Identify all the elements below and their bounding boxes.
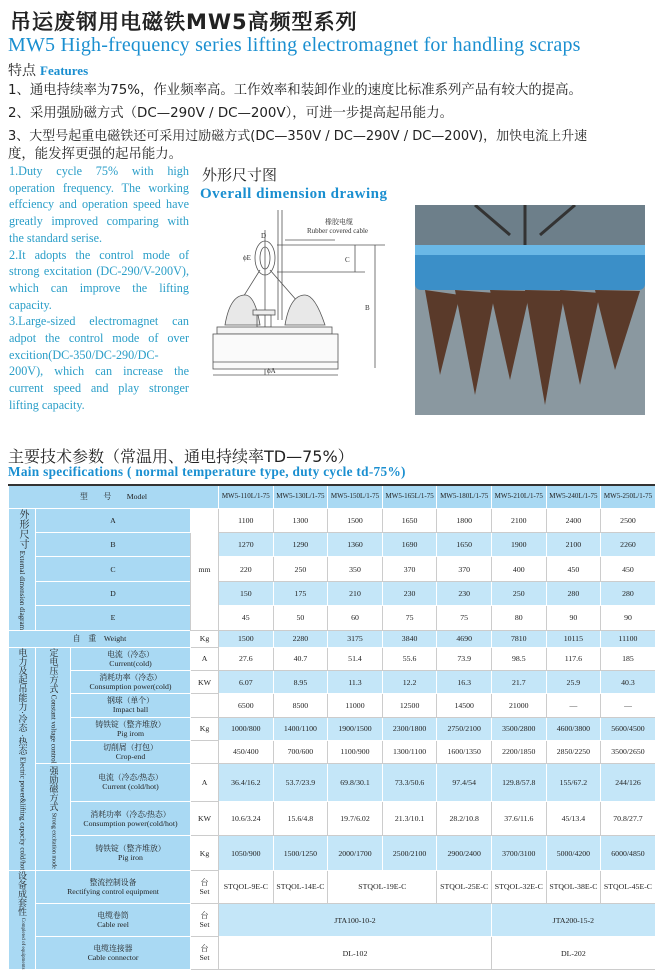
rectifier-label-en: Rectifying control equipment	[36, 887, 190, 896]
row-label	[71, 836, 191, 871]
unit-cell: KW	[191, 801, 219, 836]
value-cell: 129.8/57.8	[491, 764, 546, 802]
value-cell: 19.7/6.02	[328, 801, 383, 836]
value-cell: 8500	[273, 694, 328, 717]
value-cell: STQOL-25E-C	[437, 870, 492, 903]
strong-en: Strong excitation mode	[51, 812, 57, 868]
rectifier-label-cn: 整流控制设备	[36, 878, 190, 887]
value-cell: 4690	[437, 630, 492, 647]
reel-label-en: Cable reel	[36, 920, 190, 929]
value-cell: DL-102	[219, 937, 492, 970]
value-cell: 28.2/10.8	[437, 801, 492, 836]
reel-label-cn: 电缆卷筒	[36, 911, 190, 920]
value-cell: STQOL-38E-C	[546, 870, 601, 903]
value-cell: 1690	[382, 532, 437, 556]
row-label-cn: 铸铁锭（整齐堆放）	[71, 844, 190, 853]
value-cell: 1100	[219, 508, 274, 532]
row-label-en: Consumption power(cold)	[71, 682, 190, 691]
dim-group-en: External dimension diagram	[18, 550, 26, 629]
value-cell: STQOL-14E-C	[273, 870, 328, 903]
table-row	[9, 801, 655, 836]
table-row	[9, 581, 655, 605]
row-label-en: Consumption power(cold/hot)	[71, 819, 190, 828]
unit-cell	[191, 937, 219, 970]
value-cell: 350	[328, 557, 383, 581]
power-group-cn: 电力及起吊能力·冷态 ·热态	[18, 648, 28, 755]
table-row	[9, 764, 655, 802]
value-cell: 1050/900	[219, 836, 274, 871]
row-label	[36, 937, 191, 970]
value-cell: 10115	[546, 630, 601, 647]
value-cell: 185	[601, 647, 655, 670]
dim-label-e: ϕE	[243, 254, 251, 262]
value-cell: 7810	[491, 630, 546, 647]
value-cell: 1650	[382, 508, 437, 532]
value-cell: 2500/2100	[382, 836, 437, 871]
value-cell: 2500	[601, 508, 655, 532]
value-cell: 69.8/30.1	[328, 764, 383, 802]
dim-label-d: D	[261, 232, 266, 240]
row-label-cn: 切削屑（打包）	[71, 743, 190, 752]
value-cell: 90	[601, 606, 655, 630]
row-label	[71, 740, 191, 763]
value-cell: 230	[437, 581, 492, 605]
table-row	[9, 717, 655, 740]
table-row	[9, 904, 655, 937]
value-cell: 244/126	[601, 764, 655, 802]
table-row	[9, 937, 655, 970]
value-cell: 98.5	[491, 647, 546, 670]
unit-cell: A	[191, 647, 219, 670]
unit-set-en: Set	[191, 953, 218, 962]
value-cell: 1900	[491, 532, 546, 556]
row-label-cn: 消耗功率（冷态/热态）	[71, 810, 190, 819]
value-cell: 2400	[546, 508, 601, 532]
value-cell: 1600/1350	[437, 740, 492, 763]
value-cell: 50	[273, 606, 328, 630]
dim-label: D	[36, 581, 191, 605]
value-cell: 1400/1100	[273, 717, 328, 740]
unit-cell: mm	[191, 508, 219, 630]
value-cell: 14500	[437, 694, 492, 717]
value-cell: 97.4/54	[437, 764, 492, 802]
features-label-en: Features	[40, 63, 88, 78]
table-row	[9, 532, 655, 556]
value-cell: 1300/1100	[382, 740, 437, 763]
value-cell: 1800	[437, 508, 492, 532]
value-cell: 2300/1800	[382, 717, 437, 740]
table-row	[9, 836, 655, 871]
table-row	[9, 694, 655, 717]
feature-en-2: 2.It adopts the control mode of strong excitation (DC-290/V-200V), which can improve the lifting capacity.	[9, 247, 189, 314]
strong-cn: 强励磁方式	[49, 766, 59, 811]
value-cell: 40.3	[601, 670, 655, 693]
value-cell: 3500/2800	[491, 717, 546, 740]
value-cell: STQOL-9E-C	[219, 870, 274, 903]
value-cell: 8.95	[273, 670, 328, 693]
unit-cell	[191, 904, 219, 937]
value-cell: 5600/4500	[601, 717, 655, 740]
row-label	[71, 801, 191, 836]
power-group-en: Electric power&lifting capacity cold/hot	[19, 757, 27, 870]
value-cell: 51.4	[328, 647, 383, 670]
value-cell: 150	[219, 581, 274, 605]
value-cell: 1290	[273, 532, 328, 556]
value-cell: JTA200-15-2	[491, 904, 655, 937]
model-header: MW5-240L/1-75	[546, 485, 601, 508]
row-label-cn: 电流（冷态）	[71, 650, 190, 659]
unit-cell	[191, 740, 219, 763]
value-cell: 36.4/16.2	[219, 764, 274, 802]
value-cell: 1270	[219, 532, 274, 556]
value-cell: 175	[273, 581, 328, 605]
value-cell: 3700/3100	[491, 836, 546, 871]
weight-label: 自 重 Weight	[9, 630, 191, 647]
unit-cell	[191, 870, 219, 903]
value-cell: 4600/3800	[546, 717, 601, 740]
value-cell: 1500	[219, 630, 274, 647]
header-row	[9, 485, 655, 508]
equip-group-label	[9, 870, 36, 969]
feature-cn-3b: 度，能发挥更强的起吊能力。	[8, 144, 182, 166]
value-cell: 73.9	[437, 647, 492, 670]
value-cell: 1300	[273, 508, 328, 532]
value-cell: STQOL-32E-C	[491, 870, 546, 903]
unit-cell: Kg	[191, 717, 219, 740]
spec-title-cn: 主要技术参数（常温用、通电持续率TD—75%）	[8, 444, 354, 467]
value-cell: 21.3/10.1	[382, 801, 437, 836]
row-label	[36, 904, 191, 937]
unit-set-en: Set	[191, 920, 218, 929]
table-row	[9, 630, 655, 647]
model-header: MW5-250L/1-75	[601, 485, 655, 508]
value-cell: 2850/2250	[546, 740, 601, 763]
dim-label: E	[36, 606, 191, 630]
row-label	[71, 717, 191, 740]
value-cell: 25.9	[546, 670, 601, 693]
value-cell: 1900/1500	[328, 717, 383, 740]
table-row	[9, 557, 655, 581]
unit-cell: Kg	[191, 836, 219, 871]
unit-set-en: Set	[191, 887, 218, 896]
value-cell: 117.6	[546, 647, 601, 670]
value-cell: 1360	[328, 532, 383, 556]
drawing-title-cn: 外形尺寸图	[202, 164, 277, 185]
value-cell: 3840	[382, 630, 437, 647]
unit-cell	[191, 694, 219, 717]
row-label-en: Current(cold)	[71, 659, 190, 668]
row-label-en: Pig iron	[71, 853, 190, 862]
value-cell: 450/400	[219, 740, 274, 763]
dimension-drawing	[205, 210, 410, 380]
value-cell: 280	[546, 581, 601, 605]
value-cell: 10.6/3.24	[219, 801, 274, 836]
features-en	[9, 163, 189, 414]
value-cell: 6500	[219, 694, 274, 717]
value-cell: 155/67.2	[546, 764, 601, 802]
value-cell: 3500/2650	[601, 740, 655, 763]
value-cell: 45/13.4	[546, 801, 601, 836]
value-cell: 45	[219, 606, 274, 630]
value-cell: 70.8/27.7	[601, 801, 655, 836]
value-cell: 75	[437, 606, 492, 630]
spec-table	[8, 484, 655, 970]
value-cell: 75	[382, 606, 437, 630]
value-cell: 2260	[601, 532, 655, 556]
value-cell: JTA100-10-2	[219, 904, 492, 937]
feature-cn-3: 3、大型号起重电磁铁还可采用过励磁方式(DC—350V / DC—290V / DC—200V)，加快电流上升速	[8, 126, 587, 148]
dim-label: C	[36, 557, 191, 581]
value-cell: 250	[491, 581, 546, 605]
features-heading	[8, 60, 88, 80]
table-row	[9, 508, 655, 532]
value-cell: 2100	[546, 532, 601, 556]
value-cell: 1500/1250	[273, 836, 328, 871]
value-cell: 60	[328, 606, 383, 630]
value-cell: 250	[273, 557, 328, 581]
cable-label-en: Rubber covered cable	[307, 227, 368, 235]
spec-title-en: Main specifications ( normal temperature type, duty cycle td-75%)	[8, 464, 406, 480]
row-label-cn: 钢球（单个）	[71, 696, 190, 705]
value-cell: 5000/4200	[546, 836, 601, 871]
value-cell: 230	[382, 581, 437, 605]
value-cell: 6.07	[219, 670, 274, 693]
dim-label: B	[36, 532, 191, 556]
table-row	[9, 740, 655, 763]
value-cell: 2000/1700	[328, 836, 383, 871]
dim-label: A	[36, 508, 191, 532]
model-header: MW5-130L/1-75	[273, 485, 328, 508]
page-title: 吊运废钢用电磁铁MW5高频型系列	[10, 6, 358, 36]
row-label-cn: 电流（冷态/热态）	[71, 773, 190, 782]
value-cell: 11.3	[328, 670, 383, 693]
value-cell: 53.7/23.9	[273, 764, 328, 802]
value-cell: 280	[601, 581, 655, 605]
dim-label-b: B	[365, 304, 370, 312]
value-cell: —	[546, 694, 601, 717]
equip-cn: 设备成套性	[17, 871, 27, 916]
row-label	[71, 647, 191, 670]
feature-en-1: 1.Duty cycle 75% with high operation frequency. The working effciency and operation speed have greatly improved comparing with the standard serise.	[9, 163, 189, 247]
connector-label-en: Cable connector	[36, 953, 190, 962]
value-cell: 370	[382, 557, 437, 581]
row-label	[71, 764, 191, 802]
feature-cn-2: 2、采用强励磁方式（DC—290V / DC—200V），可进一步提高起吊能力。	[8, 103, 453, 125]
model-label: 型 号 Model	[9, 485, 219, 508]
value-cell: 700/600	[273, 740, 328, 763]
unit-set-cn: 台	[191, 944, 218, 953]
power-group-label	[9, 647, 36, 870]
value-cell: STQOL-19E-C	[328, 870, 437, 903]
value-cell: 21.7	[491, 670, 546, 693]
value-cell: —	[601, 694, 655, 717]
const-cn: 定电压方式	[49, 648, 59, 693]
value-cell: 2200/1850	[491, 740, 546, 763]
value-cell: 80	[491, 606, 546, 630]
const-group-label	[36, 647, 71, 764]
value-cell: 27.6	[219, 647, 274, 670]
value-cell: 37.6/11.6	[491, 801, 546, 836]
value-cell: DL-202	[491, 937, 655, 970]
drawing-title-en: Overall dimension drawing	[200, 186, 388, 203]
value-cell: 450	[546, 557, 601, 581]
model-header: MW5-110L/1-75	[219, 485, 274, 508]
model-header: MW5-150L/1-75	[328, 485, 383, 508]
model-header: MW5-210L/1-75	[491, 485, 546, 508]
model-header: MW5-165L/1-75	[382, 485, 437, 508]
value-cell: 73.3/50.6	[382, 764, 437, 802]
unit-cell: A	[191, 764, 219, 802]
strong-group-label	[36, 764, 71, 871]
row-label-en: Current (cold/hot)	[71, 782, 190, 791]
value-cell: 2280	[273, 630, 328, 647]
page-subtitle: MW5 High-frequency series lifting electromagnet for handling scraps	[8, 34, 581, 57]
value-cell: 1000/800	[219, 717, 274, 740]
dim-group-cn: 外形尺寸	[17, 509, 28, 549]
value-cell: 450	[601, 557, 655, 581]
model-header: MW5-180L/1-75	[437, 485, 492, 508]
row-label-cn: 铸铁锭（整齐堆放）	[71, 720, 190, 729]
feature-cn-1: 1、通电持续率为75%，作业频率高。工作效率和装卸作业的速度比标准系列产品有较大的提高。	[8, 80, 582, 102]
row-label-en: Crop-end	[71, 752, 190, 761]
row-label	[36, 870, 191, 903]
value-cell: 2100	[491, 508, 546, 532]
row-label	[71, 694, 191, 717]
value-cell: STQOL-45E-C	[601, 870, 655, 903]
value-cell: 11100	[601, 630, 655, 647]
value-cell: 6000/4850	[601, 836, 655, 871]
value-cell: 220	[219, 557, 274, 581]
unit-cell: Kg	[191, 630, 219, 647]
row-label-cn: 消耗功率（冷态）	[71, 673, 190, 682]
value-cell: 12500	[382, 694, 437, 717]
value-cell: 12.2	[382, 670, 437, 693]
unit-cell: KW	[191, 670, 219, 693]
connector-label-cn: 电缆连接器	[36, 944, 190, 953]
row-label-en: Impact ball	[71, 705, 190, 714]
dim-group-label	[9, 508, 36, 630]
value-cell: 55.6	[382, 647, 437, 670]
row-label-en: Pig irom	[71, 729, 190, 738]
cable-label-cn: 橡胶电缆	[325, 217, 353, 226]
value-cell: 16.3	[437, 670, 492, 693]
value-cell: 2750/2100	[437, 717, 492, 740]
value-cell: 21000	[491, 694, 546, 717]
electromagnet-photo	[415, 205, 645, 415]
dim-label-c: C	[345, 256, 350, 264]
table-row	[9, 870, 655, 903]
unit-set-cn: 台	[191, 878, 218, 887]
row-label	[71, 670, 191, 693]
value-cell: 370	[437, 557, 492, 581]
value-cell: 1500	[328, 508, 383, 532]
features-label-cn: 特点	[8, 63, 36, 79]
value-cell: 90	[546, 606, 601, 630]
table-row	[9, 670, 655, 693]
value-cell: 1650	[437, 532, 492, 556]
dim-label-a: ϕA	[267, 367, 276, 375]
table-row	[9, 647, 655, 670]
value-cell: 400	[491, 557, 546, 581]
equip-en: Completed of equipments	[20, 918, 25, 970]
value-cell: 11000	[328, 694, 383, 717]
value-cell: 40.7	[273, 647, 328, 670]
value-cell: 2900/2400	[437, 836, 492, 871]
value-cell: 210	[328, 581, 383, 605]
value-cell: 1100/900	[328, 740, 383, 763]
unit-set-cn: 台	[191, 911, 218, 920]
const-en: Constant voltage control	[50, 694, 58, 763]
feature-en-3: 3.Large-sized electromagnet can adpot the control mode of over excition(DC-350/DC-290/DC-200V), which can increase the current speed and play stronger lifting capacity.	[9, 313, 189, 413]
value-cell: 15.6/4.8	[273, 801, 328, 836]
value-cell: 3175	[328, 630, 383, 647]
table-row	[9, 606, 655, 630]
